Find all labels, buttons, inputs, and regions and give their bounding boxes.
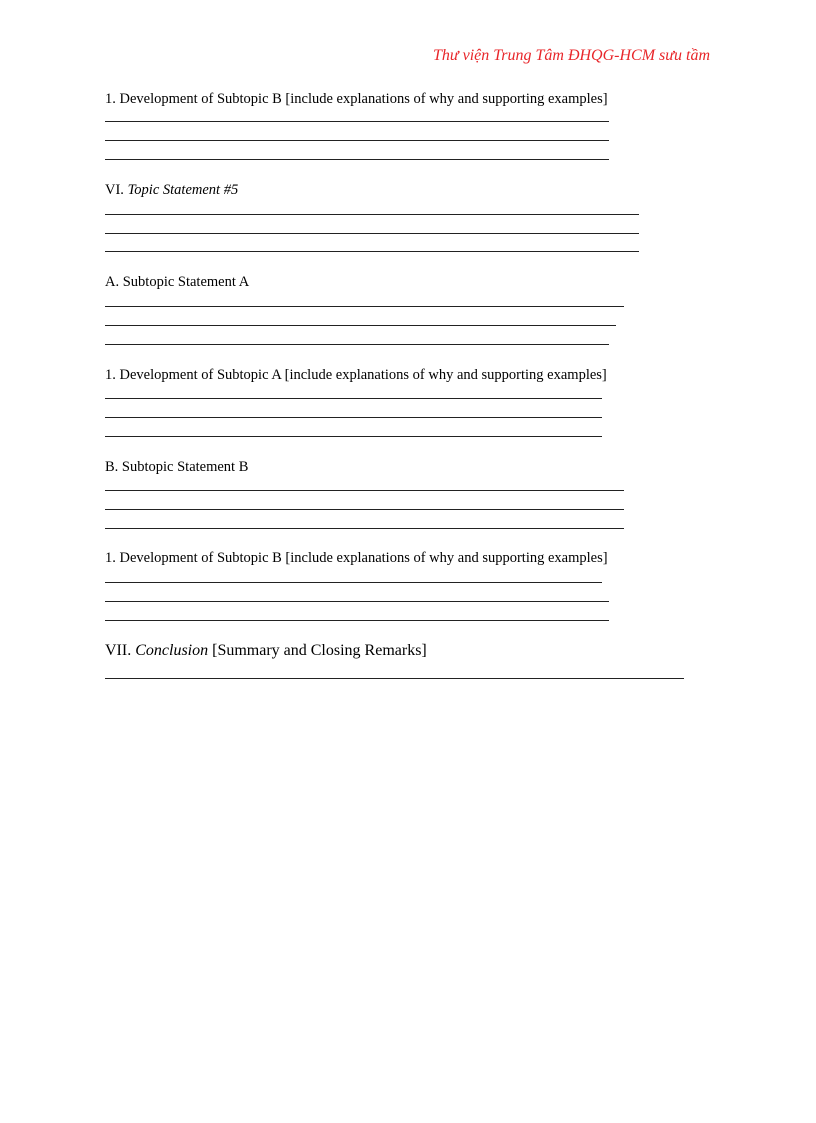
dev-subtopic-b-heading: 1. Development of Subtopic B [include explanations of why and supporting examples]	[105, 91, 608, 107]
heading-emphasis: Conclusion	[135, 642, 209, 659]
answer-line	[105, 678, 684, 679]
answer-line	[105, 233, 639, 234]
conclusion-heading	[105, 642, 427, 660]
answer-line	[105, 601, 609, 602]
heading-emphasis: Topic Statement #5	[127, 182, 239, 198]
topic-statement-5-heading	[105, 181, 238, 199]
answer-line	[105, 121, 609, 122]
answer-line	[105, 490, 624, 491]
library-watermark: Thư viện Trung Tâm ĐHQG-HCM sưu tầm	[432, 47, 710, 64]
answer-line	[105, 214, 639, 215]
answer-line	[105, 436, 602, 437]
answer-line	[105, 620, 609, 621]
subtopic-a-heading: A. Subtopic Statement A	[105, 274, 250, 290]
heading-suffix: [Summary and Closing Remarks]	[208, 642, 427, 659]
answer-line	[105, 417, 602, 418]
answer-line	[105, 140, 609, 141]
answer-line	[105, 509, 624, 510]
answer-line	[105, 398, 602, 399]
answer-line	[105, 306, 624, 307]
answer-line	[105, 344, 609, 345]
dev-subtopic-a-heading: 1. Development of Subtopic A [include explanations of why and supporting examples]	[105, 367, 607, 383]
answer-line	[105, 251, 639, 252]
subtopic-b-heading: B. Subtopic Statement B	[105, 459, 249, 475]
answer-line	[105, 325, 616, 326]
dev-subtopic-b-heading: 1. Development of Subtopic B [include explanations of why and supporting examples]	[105, 550, 608, 566]
heading-prefix: VII.	[105, 642, 136, 659]
answer-line	[105, 582, 602, 583]
answer-line	[105, 528, 624, 529]
heading-prefix: VI.	[105, 182, 128, 198]
answer-line	[105, 159, 609, 160]
